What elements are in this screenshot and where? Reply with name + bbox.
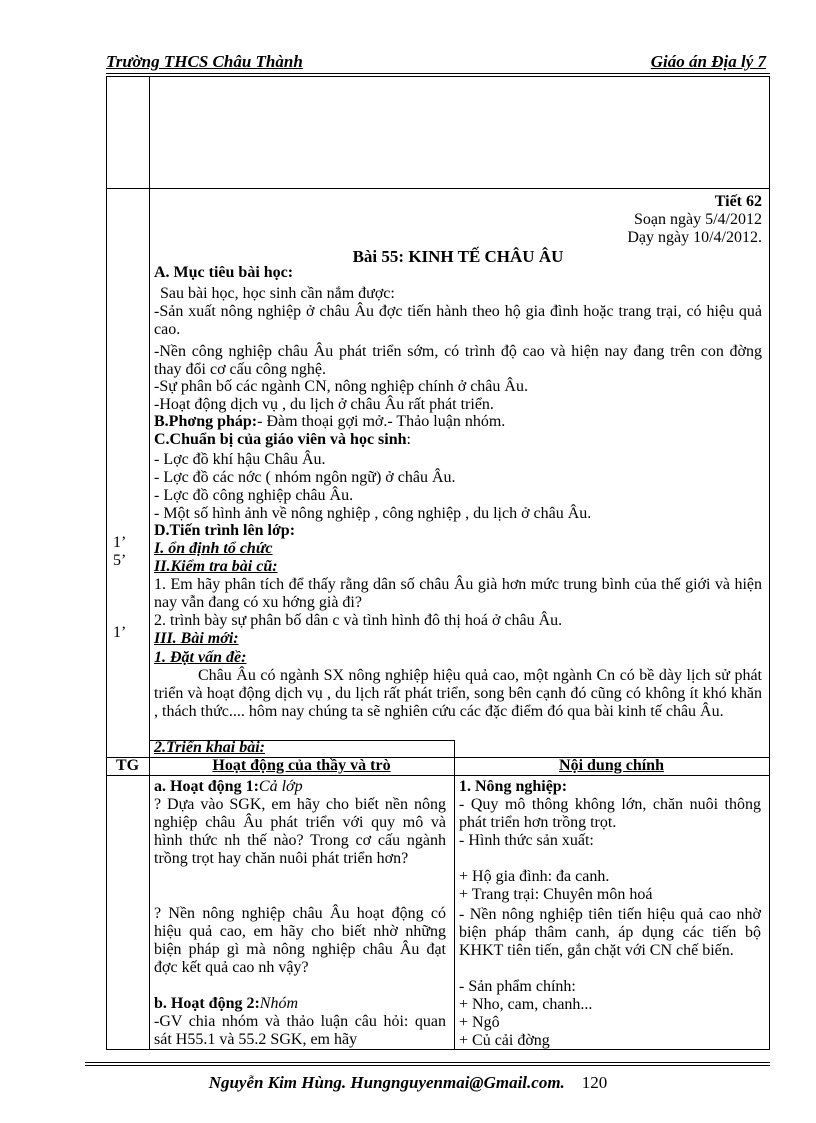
activity-2-mode: Nhóm [259,995,299,1012]
page-number: 120 [581,1073,608,1092]
content-line-7: + Nho, cam, chanh... [459,996,593,1013]
review-question-1: 1. Em hãy phân tích để thấy rằng dân số châu Âu già hơn mức trung bình của thế giới và hiện nay vẫn đang có xu hớng già đi? [154,576,762,611]
prepared-date: Soạn ngày 5/4/2012 [634,211,762,228]
activity-2-label: b. Hoạt động 2: [154,995,260,1012]
table-bottom [106,1049,770,1050]
row-divider-1 [106,188,770,189]
period-number: Tiết 62 [714,193,762,210]
step-2-heading: II.Kiểm tra bài cũ: [154,558,278,575]
step-3-heading: III. Bài mới: [154,630,239,647]
material-2: - Lợc đồ các nớc ( nhóm ngôn ngữ) ở châu Âu. [154,469,456,486]
activity-2-line [154,995,298,1013]
content-line-3: + Hộ gia đình: đa canh. [459,868,610,885]
tg-column-border [149,76,150,1049]
step-3b-heading: 2.Triển khai bài: [154,739,265,756]
content-line-9: + Củ cải đờng [459,1032,550,1049]
page-header [106,52,770,74]
section-b [154,413,505,431]
section-d-heading: D.Tiến trình lên lớp: [154,522,296,539]
page-footer [0,1073,816,1093]
time-mark-2: 5’ [113,552,127,569]
section-a-heading: A. Mục tiêu bài học: [154,264,294,281]
time-mark-1: 1’ [113,534,127,551]
table-right-border [769,76,770,1049]
objective-3: -Sự phân bố các ngành CN, nông nghiệp chính ở châu Âu. [154,378,528,395]
material-3: - Lợc đồ công nghiệp châu Âu. [154,487,354,504]
content-line-5: - Nền nông nghiệp tiên tiến hiệu quả cao nhờ biện pháp thâm canh, áp dụng các tiến bộ KHKT tiên tiến, gắn chặt với CN chế biến. [459,906,761,959]
objective-1: -Sản xuất nông nghiệp ở châu Âu đợc tiến hành theo hộ gia đình hoặc trang trại, có hiệu quả cao. [154,303,762,338]
content-column-border [454,740,455,1049]
objective-4: -Hoạt động dịch vụ , du lịch ở châu Âu rất phát triển. [154,396,494,413]
section-c [154,431,411,449]
footer-rule [85,1062,770,1063]
group-task-text: -GV chia nhóm và thảo luận câu hỏi: quan sát H55.1 và 55.2 SGK, em hãy [154,1013,446,1048]
col-header-activity: Hoạt động của thầy và trò [212,757,391,774]
activity-1-line [154,778,303,796]
subject-name: Giáo án Địa lý 7 [650,52,766,71]
header-rule [106,73,770,74]
step-3a-heading: 1. Đặt vấn đề: [154,649,247,666]
step-1-heading: I. ổn định tổ chức [154,540,273,557]
footer-rule-2 [85,1065,770,1066]
content-line-6: - Sản phẩm chính: [459,978,576,995]
content-line-2: - Hình thức sản xuất: [459,832,594,849]
question-a: ? Dựa vào SGK, em hãy cho biết nền nông nghiệp châu Âu phát triển với quy mô và hình thức nh thế nào? Trong cơ cấu ngành trồng trọt hay chăn nuôi phát triển hơn? [154,796,446,867]
content-heading: 1. Nông nghiệp: [459,778,568,795]
section-c-heading: C.Chuẩn bị của giáo viên và học sinh [154,431,407,448]
content-line-8: + Ngô [459,1014,500,1031]
content-line-1: - Quy mô thông không lớn, chăn nuôi thông phát triển hơn trồng trọt. [459,796,761,831]
material-4: - Một số hình ảnh về nông nghiệp , công nghiệp , du lịch ở châu Âu. [154,505,592,522]
row-divider-3 [106,775,770,776]
taught-date: Dạy ngày 10/4/2012. [627,229,762,246]
col-header-tg: TG [115,757,140,774]
objective-2: -Nền công nghiệp châu Âu phát triển sớm, có trình độ cao và hiện nay đang trên con đờng thay đổi cơ cấu công nghệ. [154,343,762,378]
content-line-4: + Trang trại: Chuyên môn hoá [459,886,653,903]
section-b-text: - Đàm thoại gợi mở.- Thảo luận nhóm. [257,413,506,430]
time-mark-3: 1’ [113,624,127,641]
question-b: ? Nền nông nghiệp châu Âu hoạt động có hiệu quả cao, em hãy cho biết nhờ những biện pháp gì mà nông nghiệp châu Âu đạt đợc kết quả cao nh vậy? [154,905,446,976]
table-left-border [106,76,107,1049]
header-rule-2 [106,76,770,77]
lesson-title: Bài 55: KINH TẾ CHÂU ÂU [352,247,564,266]
introduction-paragraph: Châu Âu có ngành SX nông nghiệp hiệu quả cao, một ngành Cn có bề dày lịch sử phát triển và hoạt động dịch vụ , du lịch rất phát triển, song bên cạnh đó cũng có không ít khó khăn , thách thức.... hôm nay chúng ta sẽ nghiên cứu các đặc điểm đó qua bài kinh tế châu Âu. [154,667,762,720]
activity-1-label: a. Hoạt động 1: [154,778,259,795]
footer-author: Nguyễn Kim Hùng. Hungnguyenmai@Gmail.com. [208,1073,565,1092]
section-b-heading: B.Phơng pháp: [154,413,258,430]
review-question-2: 2. trình bày sự phân bố dân c và tình hình đô thị hoá ở châu Âu. [154,612,563,629]
section-a-intro: Sau bài học, học sinh cần nắm được: [160,285,395,302]
material-1: - Lợc đồ khí hậu Châu Âu. [154,451,326,468]
section-c-colon: : [406,431,411,448]
school-name: Trường THCS Châu Thành [106,52,303,71]
col-header-content: Nội dung chính [559,757,664,774]
activity-1-mode: Cả lớp [258,778,303,795]
